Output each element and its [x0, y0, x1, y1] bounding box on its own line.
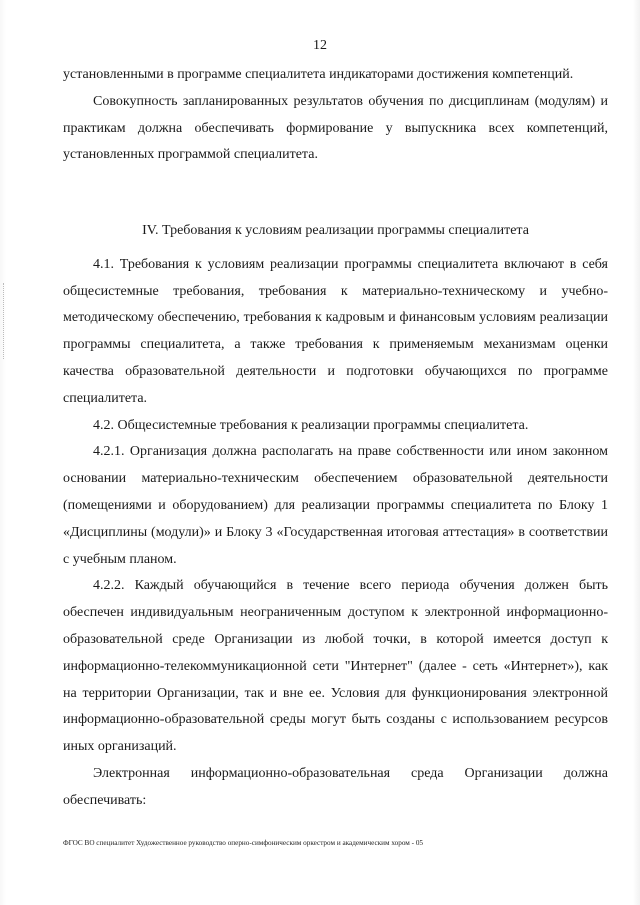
scan-edge-mark	[3, 283, 5, 359]
paragraph-eios: Электронная информационно-образовательная среда Организации должна обеспечивать:	[63, 765, 608, 808]
page-number: 12	[313, 38, 327, 53]
paragraph-4-2-2: 4.2.2. Каждый обучающийся в течение всего периода обучения должен быть обеспечен индивидуальным неограниченным доступом к электронной информационно-образовательной среде Организации из любой точки, в которой имеется доступ к информационно-телекоммуникационной сети "Интернет" (далее - сеть «Интернет»), как на территории Организации, так и вне ее. Условия для функционирования электронной информационно-образовательной среды могут быть созданы с использованием ресурсов иных организаций.	[63, 578, 608, 755]
paragraph-4-1: 4.1. Требования к условиям реализации программы специалитета включают в себя общесистемные требования, требования к материально-техническому и учебно-методическому обеспечению, требования к кадровым и финансовым условиям реализации программы специалитета, а также требования к применяемым механизмам оценки качества образовательной деятельности и подготовки обучающихся по программе специалитета.	[63, 256, 608, 406]
paragraph-continuation: установленными в программе специалитета индикаторами достижения компетенций.	[63, 67, 574, 82]
section-heading: IV. Требования к условиям реализации программы специалитета	[142, 223, 529, 238]
paragraph-competencies: Совокупность запланированных результатов обучения по дисциплинам (модулям) и практикам должна обеспечивать формирование у выпускника всех компетенций, установленных программой специалитета.	[63, 93, 608, 163]
section-block	[63, 218, 608, 815]
document-footer: ФГОС ВО специалитет Художественное руководство оперно-симфоническим оркестром и академическим хором - 05	[63, 839, 424, 847]
continued-paragraph-block	[63, 62, 608, 169]
paragraph-4-2-1: 4.2.1. Организация должна располагать на праве собственности или ином законном основании материально-техническим обеспечением образовательной деятельности (помещениями и оборудованием) для реализации программы специалитета по Блоку 1 «Дисциплины (модули)» и Блоку 3 «Государственная итоговая аттестация» в соответствии с учебным планом.	[63, 444, 608, 567]
paragraph-4-2: 4.2. Общесистемные требования к реализации программы специалитета.	[93, 417, 529, 433]
